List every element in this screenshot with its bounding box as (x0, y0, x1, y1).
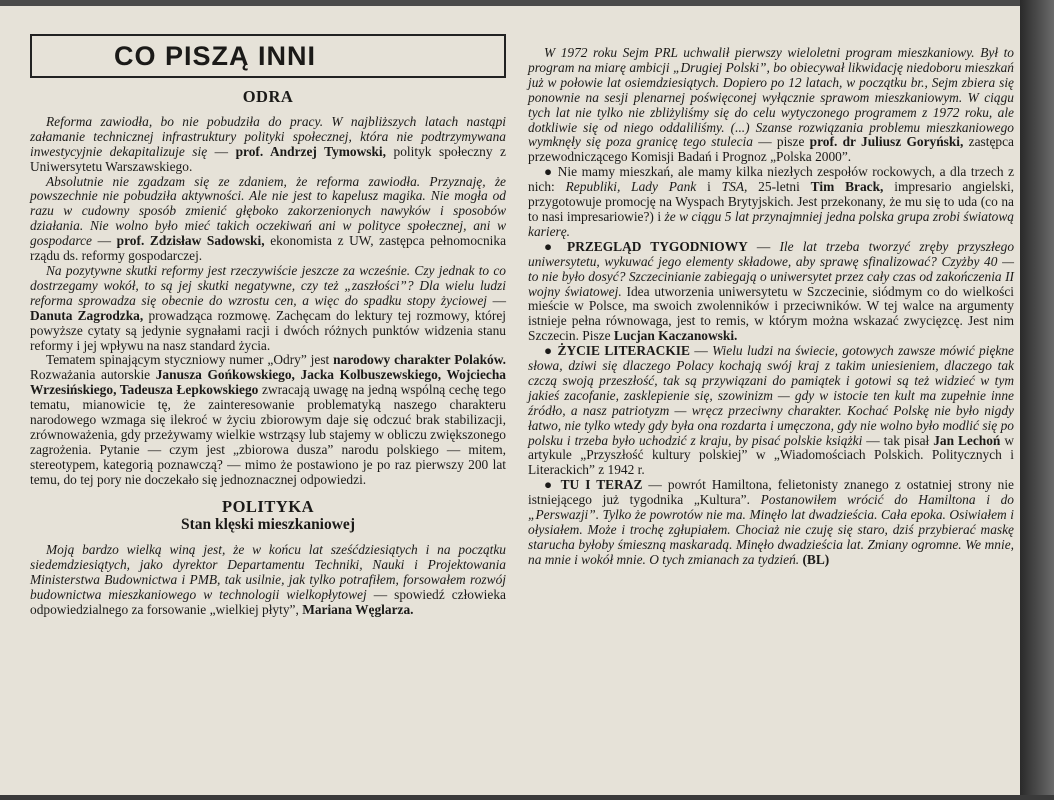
section-title-odra: ODRA (242, 87, 294, 106)
odra-paragraph-4: Tematem spinającym styczniowy numer „Odry” jest narodowy charakter Polaków. Rozważania autorskie Janusza Gońkowskiego, Jacka Kolbuszewskiego, Wojciecha Wrzesińskiego, Tadeusza Łepkowskiego zwracają uwagę na jedną wspólną cechę tego tematu, mianowicie tę, że zainteresowanie problematyką naszego charakteru narodowego wzmaga się ilekroć w życiu zbiorowym daje się odczuć brak stabilizacji, zrównoważenia, gdy przeżywamy wielkie wstrząsy lub stajemy w obliczu zwiększonego zagrożenia. Pytanie — czym jest „zbiorowa dusza” narodu polskiego — mitem, stereotypem, kategorią poznawczą? — mimo że postawiono je po raz pierwszy 200 lat temu, do tej pory nie doczekało się jednoznacznej odpowiedzi. (30, 352, 506, 487)
scan-edge-right (1020, 0, 1054, 800)
left-column (30, 0, 506, 800)
section-subtitle-polityka: Stan klęski mieszkaniowej (181, 516, 355, 534)
bullet-przeglad-tygodniowy: ● PRZEGLĄD TYGODNIOWY — Ile lat trzeba tworzyć zręby przyszłego uniwersytetu, wykuwać jego elementy składowe, aby sprawę sfinalizować? Czyżby 40 — to nie było dosyć? Szczecinianie zabiegają o uniwersytet przez cały czas od zakończenia II wojny światowej. Idea utworzenia uniwersytetu w Szczecinie, siódmym co do wielkości mieście w Polsce, ma swoich zwolenników i przeciwników. W tej walce na argumenty istnieje pełna równowaga, jest to remis, w którym można wskazać zwycięzcę. Jest nim Szczecin. Pisze Lucjan Kaczanowski. (528, 238, 1015, 344)
polityka-paragraph-2: W 1972 roku Sejm PRL uchwalił pierwszy wieloletni program mieszkaniowy. Był to program na miarę ambicji „Drugiej Polski”, bo obiecywał likwidację niedoboru mieszkań już w połowie lat osiemdziesiątych. Dopiero po 12 latach, w początku br., Sejm zbiera się ponownie na sesji plenarnej poświęconej wyłącznie sprawom mieszkaniowym. W ciągu tych lat nie tylko nie zbliżyliśmy się do celu wytyczonego programem z 1972 roku, ale dotkliwie się od niego oddaliliśmy. (...) Szanse rozwiązania problemu mieszkaniowego wymknęły się poza granicę tego stulecia — pisze prof. dr Juliusz Goryński, zastępca przewodniczącego Komisji Badań i Prognoz „Polska 2000”. (528, 45, 1015, 165)
bullet-rock-bands: ● Nie mamy mieszkań, ale mamy kilka niezłych zespołów rockowych, a dla trzech z nich: Republiki, Lady Pank i TSA, 25-letni Tim Brack, impresario angielski, przygotowuje promocję na Wyspach Brytyjskich. Jest przekonany, że mu się to uda (co na to nasi impresariowie?) i że w ciągu 5 lat przynajmniej jedna polska grupa zrobi światową karierę. (528, 164, 1015, 239)
odra-paragraph-1: Reforma zawiodła, bo nie pobudziła do pracy. W najbliższych latach nastąpi załamanie technicznej infrastruktury polityki społecznej, która nie podtrzymywana inwestycyjnie dekapitalizuje się — prof. Andrzej Tymowski, polityk społeczny z Uniwersytetu Warszawskiego. (30, 113, 506, 174)
right-column (528, 0, 1014, 800)
section-title-polityka: POLITYKA (221, 496, 314, 516)
scan-edge-bottom (0, 795, 1054, 800)
masthead: CO PISZĄ INNI (30, 34, 506, 78)
bullet-zycie-literackie: ● ŻYCIE LITERACKIE — Wielu ludzi na świecie, gotowych zawsze mówić piękne słowa, dziwi się dlaczego Polacy kochają swój kraj z takim uniesieniem, dlaczego tak czczą swoją przeszłość, tak są przywiązani do pamiątek i gotowi są też widzieć w tym jakieś zacofanie, zasklepienie się, szowinizm — gdy w istocie ten kult ma zupełnie inne źródło, a nasz patriotyzm — wręcz przeciwny charakter. Kochać Polskę nie było nigdy łatwo, nie tylko wtedy gdy była ona rozdarta i umęczona, gdy nie wolno było modlić się po polsku i trzeba było uchodzić z kraju, by pisać polskie książki — tak pisał Jan Lechoń w artykule „Przyszłość kultury polskiej” w „Wiadomościach Polskich. Politycznych i Literackich” z 1942 r. (528, 343, 1015, 478)
bullet-tu-i-teraz: ● TU I TERAZ — powrót Hamiltona, felietonisty znanego z ostatniej strony nie istniejącego już tygodnika „Kultura”. Postanowiłem wrócić do Hamiltona i do „Perswazji”. Tylko że powrotów nie ma. Minęło lat dwadzieścia. Cała epoka. Osiwiałem i ołysiałem. Może i trochę zgłupiałem. Chociaż nie czuję się staro, dziś przybierać maskę starucha byłoby śmieszną maskaradą. Minęło dwadzieścia lat. Zmiany ogromne. We mnie, na mnie i wokół mnie. O tych zmianach za tydzień. (BL) (528, 477, 1014, 567)
polityka-paragraph-1: Moją bardzo wielką winą jest, że w końcu lat sześćdziesiątych i na początku siedemdziesiątych, jako dyrektor Departamentu Techniki, Nauki i Projektowania Ministerstwa Budownictwa i PMB, tak usilnie, jak tylko potrafiłem, forsowałem rozwój budownictwa mieszkaniowego w technologii wielkopłytowej — spowiedź człowieka odpowiedzialnego za forsowanie „wielkiej płyty”, Mariana Węglarza. (30, 542, 506, 617)
odra-paragraph-3: Na pozytywne skutki reformy jest rzeczywiście jeszcze za wcześnie. Czy jednak to co dostrzegamy wokół, to są jej skutki negatywne, czy też „zaszłości”? Dla wielu ludzi reforma sprowadza się obecnie do wzrostu cen, a więc do spadku stopy życiowej — Danuta Zagrodzka, prowadząca rozmowę. Zachęcam do lektury tej rozmowy, której powyższe cytaty są jedynie sygnałami racji i dwóch różnych punktów widzenia stanu reformy i jej wpływu na nasz standard życia. (30, 262, 506, 353)
right-column-top-spacer (528, 0, 1014, 42)
odra-paragraph-2: Absolutnie nie zgadzam się ze zdaniem, że reforma zawiodła. Przyznaję, że powszechnie nie pobudziła aktywności. Ale nie jest to kapelusz magika. Nie mogła od razu w cudowny sposób zmienić głęboko zakorzenionych nawyków i sposobów działania. Nie wolno było mieć takich oczekiwań ani w polityce społecznej, ani w gospodarce — prof. Zdzisław Sadowski, ekonomista z UW, zastępca pełnomocnika rządu ds. reformy gospodarczej. (30, 173, 507, 264)
